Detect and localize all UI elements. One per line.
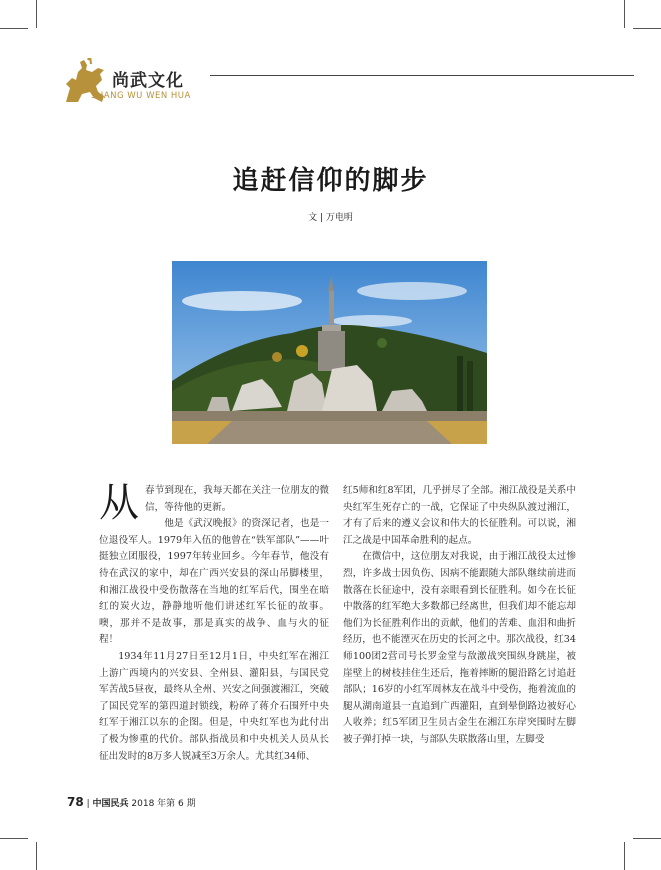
- page-footer: [67, 795, 196, 809]
- issue-number: 2018 年第 6 期: [131, 799, 196, 809]
- section-subtitle: SHANG WU WEN HUA: [91, 91, 191, 101]
- paragraph: 红5师和红8军团，几乎拼尽了全部。湘江战役是关系中央红军生死存亡的一战，它保证了中央纵队渡过湘江，才有了后来的遵义会议和伟大的长征胜利。可以说，湘江之战是中国革命胜利的起点。: [343, 485, 576, 546]
- footer-separator: |: [86, 799, 90, 809]
- crop-mark: [0, 28, 28, 29]
- paragraph: 他是《武汉晚报》的资深记者，也是一位退役军人。1979年入伍的他曾在“铁军部队”——叶挺独立团服役，1997年转业回乡。今年春节，他没有待在武汉的家中，却在广西兴安县的深山吊脚楼里，和湘江战役中受伤散落在当地的红军后代，围坐在暗红的炭火边，静静地听他们讲述红军长征的故事。噢，那并不是故事，那是真实的战争、血与火的征程！: [99, 518, 329, 646]
- dropcap: 从: [99, 480, 139, 526]
- memorial-monument-photo: [172, 261, 487, 444]
- crop-mark: [0, 838, 28, 839]
- crop-mark: [36, 0, 37, 28]
- header-divider: [210, 75, 634, 76]
- article-column-right: [343, 483, 576, 749]
- crop-mark: [624, 0, 625, 28]
- paragraph-text: 春节到现在，我每天都在关注一位朋友的微信，等待他的更新。: [145, 485, 329, 513]
- paragraph: 在微信中，这位朋友对我说，由于湘江战役太过惨烈，许多战士因负伤、因病不能跟随大部队继续前进而散落在长征途中，没有亲眼看到长征胜利。如今在长征中散落的红军绝大多数都已经离世，但我们却不能忘却他们为长征胜利作出的贡献，他们的苦难、血泪和曲折经历，也不能湮灭在历史的长河之中。那次战役，红34师100团2营司号长罗金堂与敌激战突围纵身跳崖，被崖壁上的树枝挂住生还后，拖着摔断的腿沿路乞讨追赶部队；16岁的小红军周林友在战斗中受伤，拖着流血的腿从湖南道县一直追到广西灌阳，直到晕倒路边被好心人收养；红5军团卫生员古金生在湘江东岸突围时左脚被子弹打掉一块，与部队失联散落山里，左脚受: [343, 551, 576, 745]
- byline: 文 | 万电明: [308, 213, 353, 223]
- section-title: 尚武文化: [112, 71, 184, 91]
- crop-mark: [36, 842, 37, 870]
- crop-mark: [633, 838, 661, 839]
- article-column-left: [99, 480, 329, 765]
- crop-mark: [633, 28, 661, 29]
- page-number: 78: [67, 795, 84, 809]
- crop-mark: [624, 842, 625, 870]
- paragraph: [99, 480, 329, 526]
- paragraph: 1934年11月27日至12月1日，中央红军在湘江上游广西境内的兴安县、全州县、灌阳县，与国民党军苦战5昼夜，最终从全州、兴安之间强渡湘江，突破了国民党军的第四道封锁线，粉碎了蒋介石围歼中央红军于湘江以东的企图。但是，中央红军也为此付出了极为惨重的代价。部队指战员和中央机关人员从长征出发时的8万多人锐减至3万余人。尤其红34师、: [99, 650, 329, 762]
- magazine-name: 中国民兵: [92, 799, 129, 809]
- article-title: 追赶信仰的脚步: [232, 166, 429, 196]
